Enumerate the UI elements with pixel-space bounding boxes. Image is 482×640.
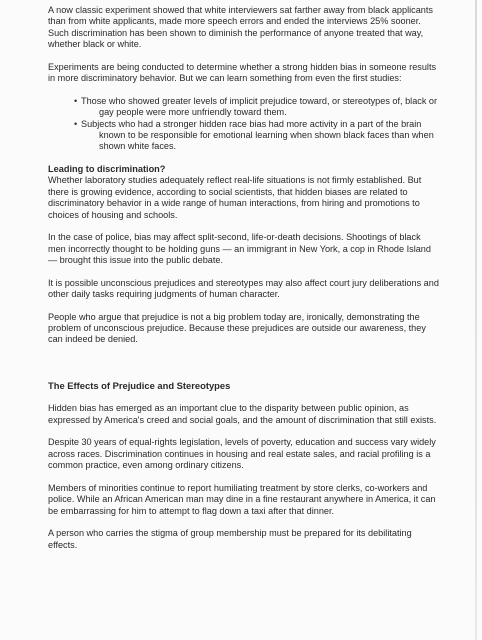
scan-edge-shadow <box>475 0 477 640</box>
bullet-marker: • <box>74 95 78 106</box>
findings-list <box>48 96 440 153</box>
paragraph-hidden-bias-clue: Hidden bias has emerged as an important clue to the disparity between public opinion, as expressed by America's creed and social goals, and the amount of discrimination that still exists. <box>48 403 437 425</box>
paragraph-unconscious-prejudice: People who argue that prejudice is not a big problem today are, ironically, demonstrating the problem of unconscious prejudice. Because these prejudices are outside our awareness, they can indeed be denied. <box>48 311 426 345</box>
list-item-text: Subjects who had a stronger hidden race bias had more activity in a part of the brain known to be responsible for emotional learning when shown black faces than when shown white faces. <box>81 118 434 152</box>
paragraph-stigma: A person who carries the stigma of group membership must be prepared for its debilitating effects. <box>48 528 412 550</box>
list-item <box>74 96 440 119</box>
paragraph-police-bias: In the case of police, bias may affect split-second, life-or-death decisions. Shootings of black men incorrectly thought to be holding guns — an immigrant in New York, a cop in Rhode Island — brought this issue into the public debate. <box>48 232 431 266</box>
paragraph-equal-rights: Despite 30 years of equal-rights legislation, levels of poverty, education and success vary widely across races. Discrimination continues in housing and real estate sales, and racial profiling is a common practice, even among ordinary citizens. <box>48 437 436 471</box>
list-item-text: Those who showed greater levels of implicit prejudice toward, or stereotypes of, black or gay people were more unfriendly toward them. <box>81 95 438 118</box>
paragraph-classic-experiment: A now classic experiment showed that white interviewers sat farther away from black applicants than from white applicants, made more speech errors and ended the interviews 25% sooner. Such discrimination has been shown to diminish the performance of anyone treated that way, whether black or white. <box>48 5 433 50</box>
paragraph-minorities-treatment: Members of minorities continue to report humiliating treatment by store clerks, co-workers and police. While an African American man may dine in a fine restaurant anywhere in America, it can be embarrassing for him to attempt to flag down a taxi after that dinner. <box>48 482 436 516</box>
paragraph-jury-deliberations: It is possible unconscious prejudices and stereotypes may also affect court jury deliberations and other daily tasks requiring judgments of human character. <box>48 277 439 300</box>
heading-effects-of-prejudice: The Effects of Prejudice and Stereotypes <box>48 379 231 391</box>
paragraph-laboratory-studies: Whether laboratory studies adequately reflect real-life situations is not firmly established. But there is growing evidence, according to social scientists, that hidden biases are related to discriminatory behavior in a wide range of human interactions, from hiring and promotions to choices of housing and schools. <box>48 175 422 220</box>
list-item <box>74 119 440 153</box>
heading-leading-to-discrimination: Leading to discrimination? <box>48 164 166 175</box>
paragraph-experiments-conducted: Experiments are being conducted to determine whether a strong hidden bias in someone results in more discriminatory behavior. But we can learn something from even the first studies: <box>48 61 437 84</box>
bullet-marker: • <box>74 118 78 129</box>
document-body <box>48 5 440 562</box>
